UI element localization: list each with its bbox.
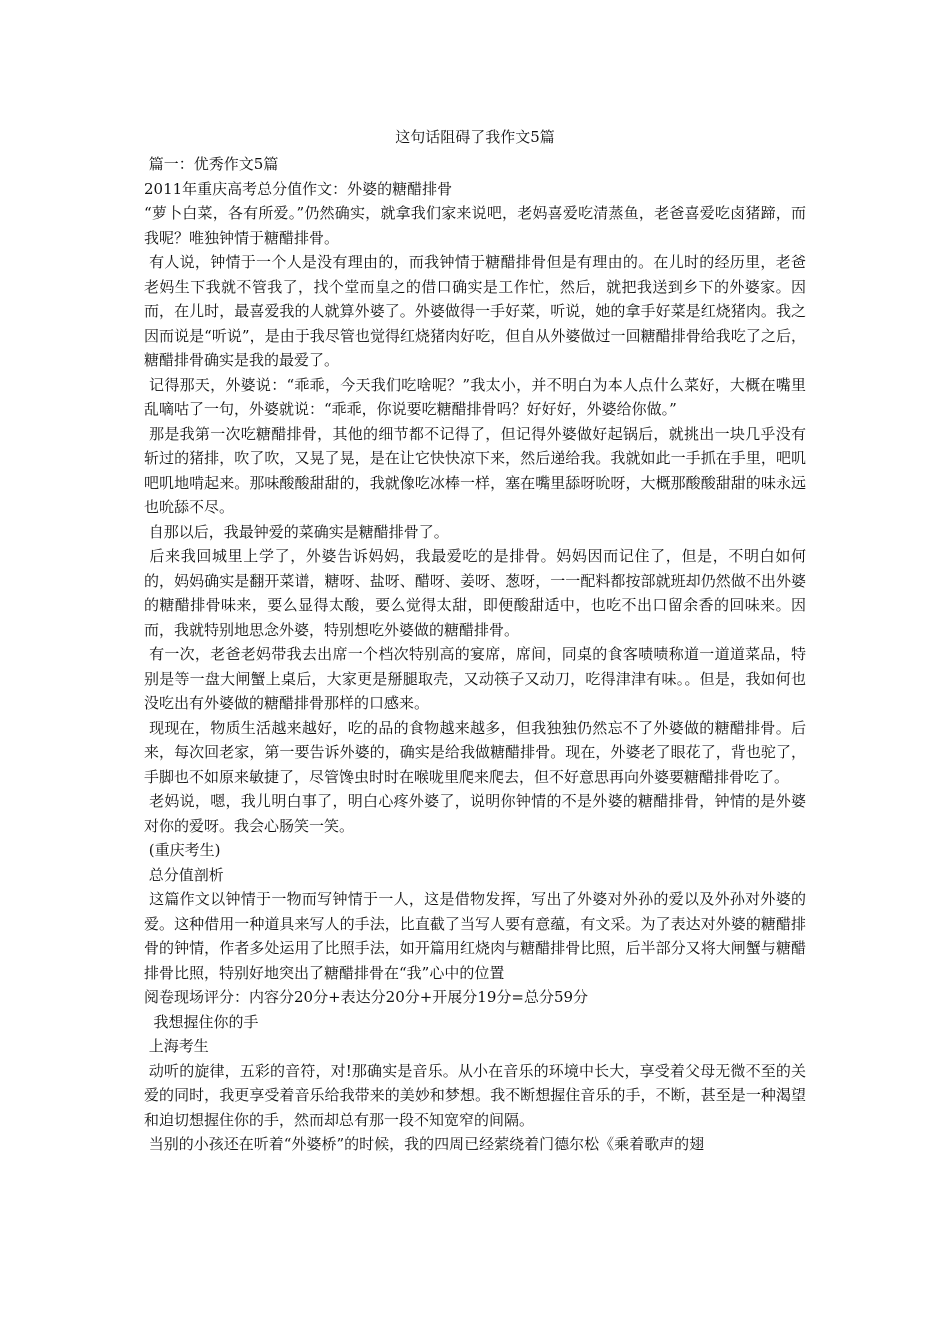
body-paragraph: 这篇作文以钟情于一物而写钟情于一人，这是借物发挥，写出了外婆对外孙的爱以及外孙对外婆的爱。这种借用一种道具来写人的手法，比直截了当写人要有意蕴，有文采。为了表达对外婆的糖醋排骨的钟情，作者多处运用了比照手法，如开篇用红烧肉与糖醋排骨比照，后半部分又将大闸蟹与糖醋排骨比照，特别好地突出了糖醋排骨在“我”心中的位置 bbox=[144, 890, 806, 982]
body-paragraph: 老妈说，嗯，我儿明白事了，明白心疼外婆了，说明你钟情的不是外婆的糖醋排骨，钟情的是外婆对你的爱呀。我会心肠笑一笑。 bbox=[144, 792, 806, 835]
body-paragraph: (重庆考生) bbox=[144, 841, 221, 859]
body-paragraph: 有人说，钟情于一个人是没有理由的，而我钟情于糖醋排骨但是有理由的。在儿时的经历里，老爸老妈生下我就不管我了，找个堂而皇之的借口确实是工作忙，然后，就把我送到乡下的外婆家。因而，在儿时，最喜爱我的人就算外婆了。外婆做得一手好菜，听说，她的拿手好菜是红烧猪肉。我之因而说是“听说”，是由于我尽管也觉得红烧猪肉好吃，但自从外婆做过一回糖醋排骨给我吃了之后，糖醋排骨确实是我的最爱了。 bbox=[144, 253, 806, 369]
body-paragraph: 记得那天，外婆说：“乖乖，今天我们吃啥呢？”我太小，并不明白为本人点什么菜好，大概在嘴里乱嘀咕了一句，外婆就说：“乖乖，你说要吃糖醋排骨吗？好好好，外婆给你做。” bbox=[144, 375, 806, 418]
body-paragraph: 有一次，老爸老妈带我去出席一个档次特别高的宴席，席间，同桌的食客啧啧称道一道道菜品，特别是等一盘大闸蟹上桌后，大家更是掰腿取壳，又动筷子又动刀，吃得津津有味。。但是，我如何也没吃出有外婆做的糖醋排骨那样的口感来。 bbox=[144, 645, 806, 712]
body-paragraph: 篇一：优秀作文5篇 bbox=[144, 155, 279, 173]
document-body bbox=[144, 152, 806, 1157]
body-paragraph: 现现在，物质生活越来越好，吃的品的食物越来越多，但我独独仍然忘不了外婆做的糖醋排骨。后来，每次回老家，第一要告诉外婆的，确实是给我做糖醋排骨。现在，外婆老了眼花了，背也驼了，手脚也不如原来敏捷了，尽管馋虫时时在喉咙里爬来爬去，但不好意思再向外婆要糖醋排骨吃了。 bbox=[144, 718, 806, 786]
body-paragraph: 阅卷现场评分：内容分20分+表达分20分+开展分19分=总分59分 bbox=[144, 988, 589, 1006]
body-paragraph: 那是我第一次吃糖醋排骨，其他的细节都不记得了，但记得外婆做好起锅后，就挑出一块几乎没有斩过的猪排，吹了吹，又晃了晃，是在让它快快凉下来，然后递给我。我就如此一手抓在手里，吧叽吧叽地啃起来。那味酸酸甜甜的，我就像吃冰棒一样，塞在嘴里舔呀吮呀，大概那酸酸甜甜的味永远也吮舔不尽。 bbox=[144, 424, 806, 516]
body-paragraph: 当别的小孩还在听着“外婆桥”的时候，我的四周已经萦绕着门德尔松《乘着歌声的翅 bbox=[144, 1135, 705, 1153]
body-paragraph: 2011年重庆高考总分值作文：外婆的糖醋排骨 bbox=[144, 179, 453, 198]
document-title: 这句话阻碍了我作文5篇 bbox=[395, 128, 555, 146]
body-paragraph: 上海考生 bbox=[144, 1037, 209, 1055]
document-page bbox=[144, 126, 806, 1326]
body-paragraph: 我想握住你的手 bbox=[144, 1012, 259, 1031]
body-paragraph: 自那以后，我最钟爱的菜确实是糖醋排骨了。 bbox=[144, 522, 449, 541]
body-paragraph: 动听的旋律，五彩的音符，对!那确实是音乐。从小在音乐的环境中长大，享受着父母无微不至的关爱的同时，我更享受着音乐给我带来的美妙和梦想。我不断想握住音乐的手，不断，甚至是一种渴望和迫切想握住你的手，然而却总有那一段不知宽窄的间隔。 bbox=[144, 1061, 806, 1129]
body-paragraph: “萝卜白菜，各有所爱。”仍然确实，就拿我们家来说吧，老妈喜爱吃清蒸鱼，老爸喜爱吃卤猪蹄，而我呢？唯独钟情于糖醋排骨。 bbox=[144, 204, 806, 247]
body-paragraph: 后来我回城里上学了，外婆告诉妈妈，我最爱吃的是排骨。妈妈因而记住了，但是，不明白如何的，妈妈确实是翻开菜谱，糖呀、盐呀、醋呀、姜呀、葱呀，一一配料都按部就班却仍然做不出外婆的糖醋排骨味来，要么显得太酸，要么觉得太甜，即便酸甜适中，也吃不出口留余香的回味来。因而，我就特别地思念外婆，特别想吃外婆做的糖醋排骨。 bbox=[144, 547, 806, 639]
body-paragraph: 总分值剖析 bbox=[144, 865, 224, 884]
